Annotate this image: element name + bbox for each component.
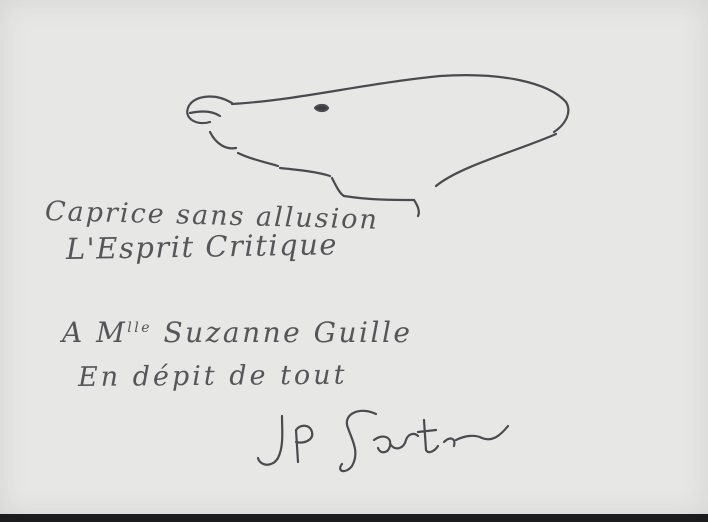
caption-title: Caprice sans allusion	[44, 196, 380, 236]
jaw	[280, 168, 330, 176]
signature	[256, 400, 526, 480]
dedication-name: Suzanne Guille	[152, 316, 413, 349]
head-outline	[232, 75, 568, 132]
nose	[187, 97, 232, 124]
mouth	[210, 132, 236, 148]
scan-bottom-edge	[0, 514, 708, 522]
neck-front	[332, 178, 344, 196]
caption-subtitle: L'Esprit Critique	[65, 227, 339, 266]
dedication-recipient	[62, 316, 412, 349]
signature-initial-j	[258, 416, 282, 465]
head-back	[436, 134, 556, 186]
dedication-salutation: A M	[62, 316, 128, 349]
neck-back	[414, 200, 419, 216]
signature-s	[340, 411, 376, 471]
eye	[315, 105, 328, 111]
chin	[238, 153, 278, 166]
dedication-abbreviation: lle	[127, 320, 153, 336]
signature-initial-p	[296, 426, 312, 462]
signature-surname-rest	[374, 420, 508, 452]
collar	[344, 196, 414, 200]
dedication-message: En dépit de tout	[77, 359, 348, 393]
